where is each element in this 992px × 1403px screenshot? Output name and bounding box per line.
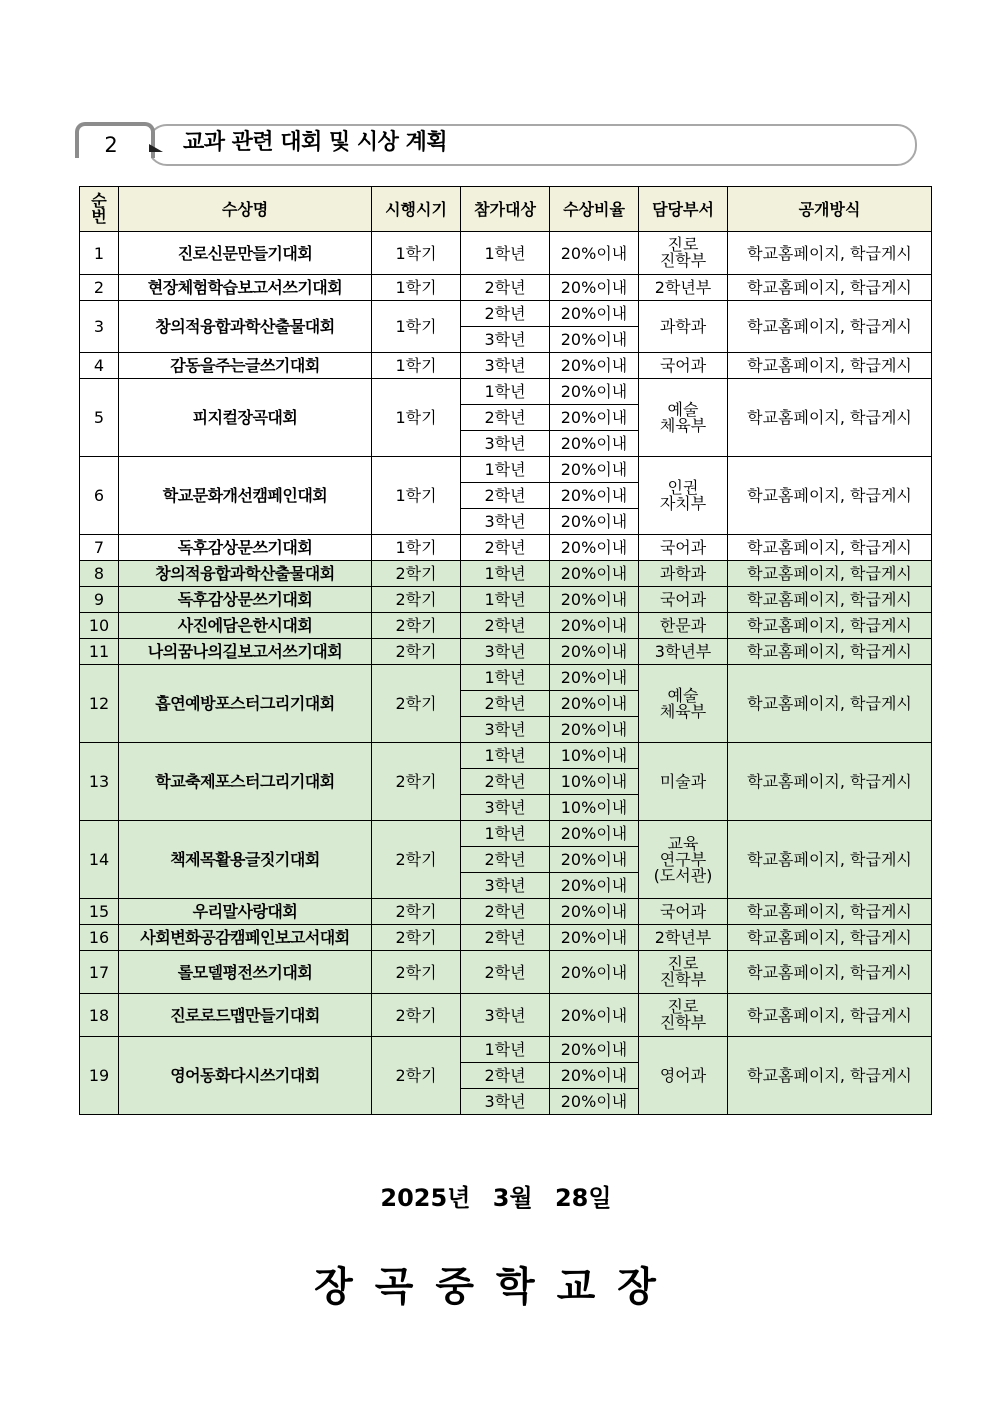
dept-text: 인권 자치부 (659, 477, 707, 513)
dept-text: 진로 진학부 (659, 954, 707, 989)
table-row (80, 925, 932, 951)
cell-term: 2학기 (372, 899, 461, 925)
dept-text: 3학년부 (654, 642, 712, 661)
cell-grade: 2학년 (461, 769, 550, 795)
cell-ratio: 20%이내 (550, 353, 639, 379)
cell-no: 13 (80, 743, 119, 821)
cell-ratio: 20%이내 (550, 821, 639, 847)
cell-grade: 1학년 (461, 743, 550, 769)
table-row (80, 379, 932, 405)
cell-no: 8 (80, 561, 119, 587)
cell-no: 16 (80, 925, 119, 951)
cell-no: 17 (80, 951, 119, 994)
cell-dept (639, 639, 728, 665)
table-row (80, 1037, 932, 1063)
cell-no: 6 (80, 457, 119, 535)
cell-grade: 1학년 (461, 379, 550, 405)
table-header-row (80, 187, 932, 232)
cell-term: 1학기 (372, 379, 461, 457)
table-row (80, 821, 932, 847)
cell-ratio: 20%이내 (550, 691, 639, 717)
section-arrow-icon (149, 144, 163, 152)
cell-ratio: 20%이내 (550, 301, 639, 327)
cell-dept (639, 821, 728, 899)
cell-ratio: 20%이내 (550, 613, 639, 639)
cell-publish: 학교홈페이지, 학급게시 (728, 379, 932, 457)
dept-text: 교육 연구부 (도서관) (653, 833, 713, 885)
cell-ratio: 20%이내 (550, 535, 639, 561)
cell-no: 15 (80, 899, 119, 925)
cell-term: 1학기 (372, 535, 461, 561)
cell-publish: 학교홈페이지, 학급게시 (728, 1037, 932, 1115)
cell-publish: 학교홈페이지, 학급게시 (728, 353, 932, 379)
cell-dept (639, 232, 728, 275)
cell-ratio: 20%이내 (550, 717, 639, 743)
cell-term: 2학기 (372, 639, 461, 665)
cell-grade: 3학년 (461, 873, 550, 899)
cell-dept (639, 613, 728, 639)
dept-text: 2학년부 (654, 928, 712, 947)
cell-publish: 학교홈페이지, 학급게시 (728, 561, 932, 587)
cell-no: 1 (80, 232, 119, 275)
cell-dept (639, 379, 728, 457)
cell-grade: 2학년 (461, 691, 550, 717)
header-ratio: 수상비율 (550, 187, 639, 232)
cell-no: 3 (80, 301, 119, 353)
cell-dept (639, 743, 728, 821)
header-target: 참가대상 (461, 187, 550, 232)
cell-grade: 2학년 (461, 951, 550, 994)
cell-term: 2학기 (372, 665, 461, 743)
cell-grade: 1학년 (461, 587, 550, 613)
cell-publish: 학교홈페이지, 학급게시 (728, 951, 932, 994)
cell-grade: 1학년 (461, 665, 550, 691)
table-body (80, 232, 932, 1115)
cell-no: 12 (80, 665, 119, 743)
table-row (80, 457, 932, 483)
cell-grade: 3학년 (461, 509, 550, 535)
dept-text: 미술과 (659, 772, 707, 791)
cell-contest-name: 피지컬장곡대회 (119, 379, 372, 457)
cell-grade: 2학년 (461, 301, 550, 327)
table-row (80, 899, 932, 925)
cell-contest-name: 창의적융합과학산출물대회 (119, 561, 372, 587)
cell-contest-name: 우리말사랑대회 (119, 899, 372, 925)
cell-contest-name: 영어동화다시쓰기대회 (119, 1037, 372, 1115)
cell-contest-name: 학교축제포스터그리기대회 (119, 743, 372, 821)
cell-term: 2학기 (372, 1037, 461, 1115)
cell-term: 2학기 (372, 925, 461, 951)
cell-contest-name: 사진에담은한시대회 (119, 613, 372, 639)
cell-ratio: 20%이내 (550, 509, 639, 535)
cell-contest-name: 롤모델평전쓰기대회 (119, 951, 372, 994)
dept-text: 국어과 (659, 538, 707, 557)
cell-publish: 학교홈페이지, 학급게시 (728, 994, 932, 1037)
cell-ratio: 20%이내 (550, 899, 639, 925)
cell-grade: 1학년 (461, 561, 550, 587)
header-dept: 담당부서 (639, 187, 728, 232)
cell-dept (639, 587, 728, 613)
section-title: 교과 관련 대회 및 시상 계획 (183, 130, 448, 155)
cell-grade: 3학년 (461, 353, 550, 379)
cell-publish: 학교홈페이지, 학급게시 (728, 275, 932, 301)
cell-no: 10 (80, 613, 119, 639)
cell-publish: 학교홈페이지, 학급게시 (728, 232, 932, 275)
cell-term: 2학기 (372, 613, 461, 639)
cell-contest-name: 현장체험학습보고서쓰기대회 (119, 275, 372, 301)
cell-dept (639, 1037, 728, 1115)
cell-term: 2학기 (372, 743, 461, 821)
cell-ratio: 10%이내 (550, 769, 639, 795)
cell-dept (639, 353, 728, 379)
cell-term: 2학기 (372, 561, 461, 587)
section-number: 2 (104, 133, 118, 157)
header-term: 시행시기 (372, 187, 461, 232)
cell-grade: 1학년 (461, 821, 550, 847)
table-row (80, 613, 932, 639)
cell-grade: 3학년 (461, 795, 550, 821)
cell-ratio: 20%이내 (550, 665, 639, 691)
cell-ratio: 20%이내 (550, 639, 639, 665)
cell-ratio: 20%이내 (550, 431, 639, 457)
cell-ratio: 20%이내 (550, 1037, 639, 1063)
dept-text: 국어과 (659, 356, 707, 375)
cell-ratio: 20%이내 (550, 457, 639, 483)
cell-dept (639, 951, 728, 994)
table-row (80, 665, 932, 691)
cell-dept (639, 899, 728, 925)
cell-ratio: 20%이내 (550, 847, 639, 873)
cell-term: 2학기 (372, 951, 461, 994)
dept-text: 과학과 (659, 317, 707, 336)
cell-ratio: 20%이내 (550, 379, 639, 405)
document-date: 2025년 3월 28일 (380, 1184, 612, 1212)
cell-grade: 2학년 (461, 925, 550, 951)
cell-ratio: 20%이내 (550, 327, 639, 353)
cell-grade: 3학년 (461, 994, 550, 1037)
cell-dept (639, 301, 728, 353)
cell-grade: 3학년 (461, 431, 550, 457)
dept-text: 진로 진학부 (659, 235, 707, 270)
cell-grade: 2학년 (461, 483, 550, 509)
cell-dept (639, 457, 728, 535)
cell-publish: 학교홈페이지, 학급게시 (728, 301, 932, 353)
cell-grade: 2학년 (461, 275, 550, 301)
cell-ratio: 20%이내 (550, 483, 639, 509)
cell-ratio: 20%이내 (550, 873, 639, 899)
cell-grade: 3학년 (461, 1089, 550, 1115)
cell-ratio: 20%이내 (550, 925, 639, 951)
cell-no: 7 (80, 535, 119, 561)
dept-text: 국어과 (659, 902, 707, 921)
cell-no: 4 (80, 353, 119, 379)
cell-grade: 3학년 (461, 717, 550, 743)
cell-ratio: 20%이내 (550, 405, 639, 431)
cell-grade: 2학년 (461, 899, 550, 925)
section-header (75, 122, 917, 166)
table-row (80, 561, 932, 587)
cell-dept (639, 665, 728, 743)
cell-dept (639, 561, 728, 587)
cell-publish: 학교홈페이지, 학급게시 (728, 821, 932, 899)
cell-publish: 학교홈페이지, 학급게시 (728, 535, 932, 561)
cell-publish: 학교홈페이지, 학급게시 (728, 743, 932, 821)
cell-no: 14 (80, 821, 119, 899)
cell-contest-name: 감동을주는글쓰기대회 (119, 353, 372, 379)
dept-text: 예술 체육부 (659, 399, 707, 435)
table-row (80, 639, 932, 665)
cell-grade: 2학년 (461, 1063, 550, 1089)
table-row (80, 535, 932, 561)
cell-grade: 2학년 (461, 847, 550, 873)
cell-publish: 학교홈페이지, 학급게시 (728, 457, 932, 535)
cell-contest-name: 진로신문만들기대회 (119, 232, 372, 275)
header-no-text: 순 번 (91, 191, 107, 226)
cell-term: 2학기 (372, 587, 461, 613)
cell-contest-name: 독후감상문쓰기대회 (119, 587, 372, 613)
cell-grade: 1학년 (461, 1037, 550, 1063)
cell-no: 5 (80, 379, 119, 457)
dept-text: 국어과 (659, 590, 707, 609)
cell-ratio: 20%이내 (550, 994, 639, 1037)
cell-no: 11 (80, 639, 119, 665)
cell-ratio: 20%이내 (550, 951, 639, 994)
table-row (80, 275, 932, 301)
cell-dept (639, 535, 728, 561)
table-row (80, 353, 932, 379)
cell-contest-name: 진로로드맵만들기대회 (119, 994, 372, 1037)
dept-text: 영어과 (659, 1066, 707, 1085)
issuer-name: 장곡중학교장 (314, 1264, 678, 1310)
dept-text: 한문과 (659, 616, 707, 635)
cell-contest-name: 책제목활용글짓기대회 (119, 821, 372, 899)
cell-contest-name: 학교문화개선캠페인대회 (119, 457, 372, 535)
dept-text: 2학년부 (654, 278, 712, 297)
cell-dept (639, 925, 728, 951)
dept-text: 예술 체육부 (659, 685, 707, 721)
cell-publish: 학교홈페이지, 학급게시 (728, 899, 932, 925)
dept-text: 진로 진학부 (659, 997, 707, 1032)
cell-grade: 3학년 (461, 327, 550, 353)
dept-text: 과학과 (659, 564, 707, 583)
cell-ratio: 20%이내 (550, 1089, 639, 1115)
cell-ratio: 10%이내 (550, 795, 639, 821)
cell-contest-name: 창의적융합과학산출물대회 (119, 301, 372, 353)
cell-contest-name: 독후감상문쓰기대회 (119, 535, 372, 561)
cell-publish: 학교홈페이지, 학급게시 (728, 613, 932, 639)
contest-table (79, 186, 932, 1115)
cell-term: 1학기 (372, 353, 461, 379)
table-row (80, 301, 932, 327)
cell-term: 1학기 (372, 232, 461, 275)
cell-grade: 3학년 (461, 639, 550, 665)
cell-ratio: 20%이내 (550, 587, 639, 613)
cell-publish: 학교홈페이지, 학급게시 (728, 587, 932, 613)
cell-grade: 2학년 (461, 405, 550, 431)
cell-grade: 1학년 (461, 457, 550, 483)
cell-dept (639, 275, 728, 301)
cell-term: 1학기 (372, 275, 461, 301)
cell-no: 18 (80, 994, 119, 1037)
cell-dept (639, 994, 728, 1037)
cell-publish: 학교홈페이지, 학급게시 (728, 925, 932, 951)
cell-no: 9 (80, 587, 119, 613)
cell-ratio: 20%이내 (550, 275, 639, 301)
table-row (80, 743, 932, 769)
cell-ratio: 20%이내 (550, 561, 639, 587)
cell-ratio: 20%이내 (550, 1063, 639, 1089)
cell-term: 2학기 (372, 994, 461, 1037)
header-name: 수상명 (119, 187, 372, 232)
table-row (80, 232, 932, 275)
table-row (80, 994, 932, 1037)
cell-publish: 학교홈페이지, 학급게시 (728, 639, 932, 665)
table-row (80, 951, 932, 994)
cell-publish: 학교홈페이지, 학급게시 (728, 665, 932, 743)
cell-contest-name: 사회변화공감캠페인보고서대회 (119, 925, 372, 951)
cell-grade: 2학년 (461, 535, 550, 561)
cell-contest-name: 나의꿈나의길보고서쓰기대회 (119, 639, 372, 665)
cell-term: 1학기 (372, 457, 461, 535)
cell-no: 2 (80, 275, 119, 301)
table-row (80, 587, 932, 613)
cell-grade: 1학년 (461, 232, 550, 275)
header-no (80, 187, 119, 232)
cell-contest-name: 흡연예방포스터그리기대회 (119, 665, 372, 743)
cell-no: 19 (80, 1037, 119, 1115)
cell-grade: 2학년 (461, 613, 550, 639)
cell-ratio: 20%이내 (550, 232, 639, 275)
cell-term: 2학기 (372, 821, 461, 899)
cell-ratio: 10%이내 (550, 743, 639, 769)
header-publish: 공개방식 (728, 187, 932, 232)
cell-term: 1학기 (372, 301, 461, 353)
